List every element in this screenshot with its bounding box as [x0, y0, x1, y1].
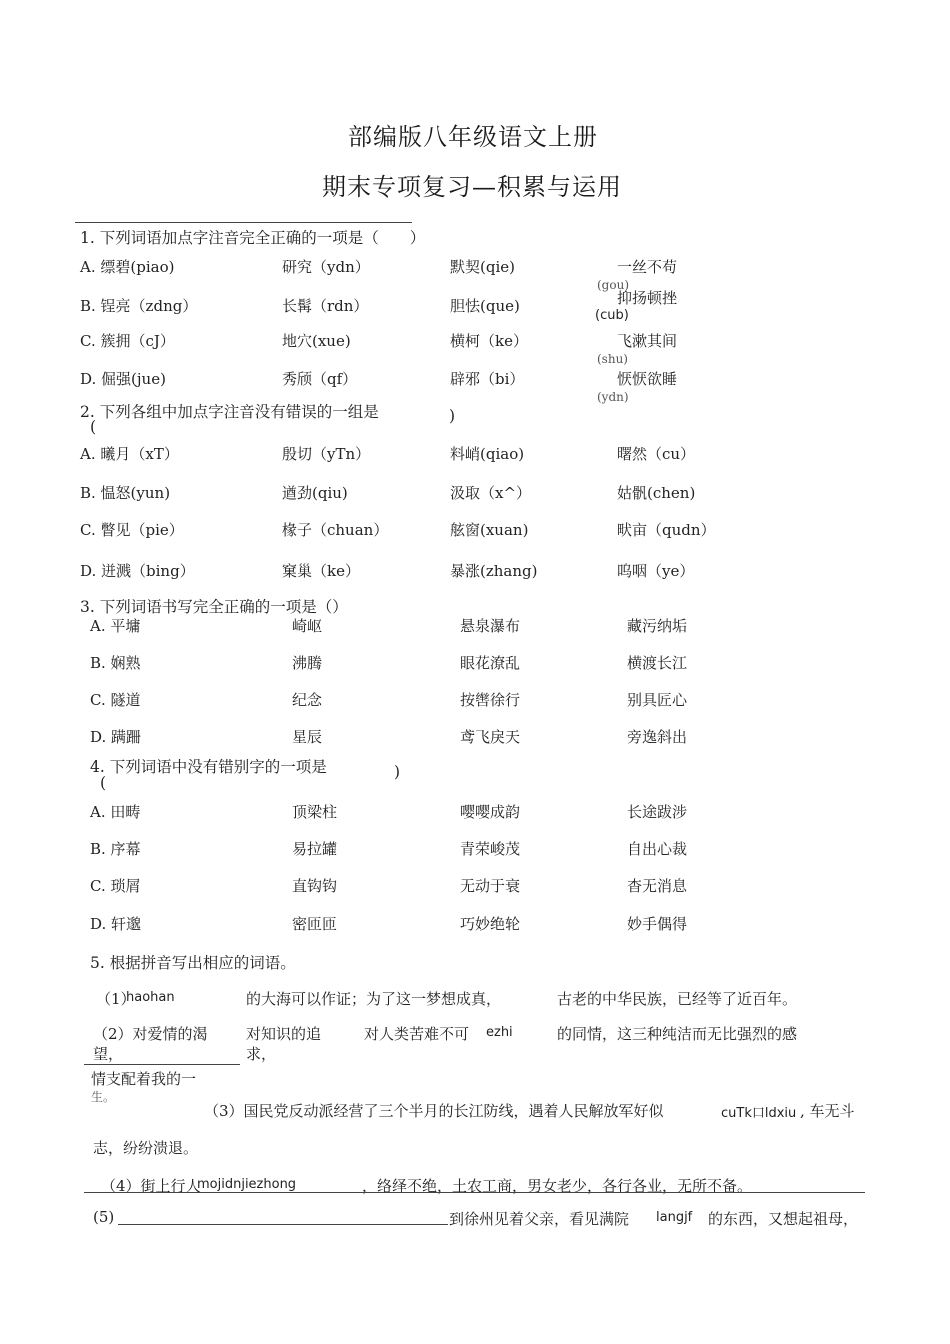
- q1-c-2: 地穴(xue): [282, 332, 351, 350]
- q5-s3-text-b: , 车无斗: [800, 1102, 855, 1120]
- q5-s2-rule: [84, 1064, 240, 1065]
- q2-b-4: 姑骪(chen): [617, 484, 696, 502]
- q2-d-2: 窠巢（ke）: [282, 562, 360, 580]
- q5-s1-num: （1）: [96, 990, 136, 1008]
- q5-s3-pinyin: cuTk口ldxiu: [721, 1106, 797, 1121]
- q2-paren-right: ): [449, 407, 456, 425]
- q3-a-2: 崎岖: [292, 617, 323, 635]
- q4-stem: 4. 下列词语中没有错别字的一项是: [90, 758, 327, 776]
- q2-a-4: 曙然（cu）: [617, 445, 696, 463]
- q2-d-4: 呜咽（ye）: [617, 562, 695, 580]
- q5-s2-text-c: 的同情，这三种纯洁而无比强烈的感: [557, 1025, 798, 1043]
- q2-c-4: 畎亩（qudn）: [617, 521, 716, 539]
- q5-s5-num: (5): [93, 1208, 115, 1226]
- q5-s2-text-a: 对知识的追: [246, 1025, 322, 1043]
- q4-b-3: 青荣峻茂: [460, 840, 521, 858]
- title-secondary: 期末专项复习—积累与运用: [322, 173, 622, 201]
- q4-c-3: 无动于衰: [460, 877, 521, 895]
- q5-s2-pinyin: ezhi: [486, 1025, 513, 1040]
- q3-c-4: 别具匠心: [627, 691, 688, 709]
- q5-s1-text-b: 古老的中华民族，已经等了近百年。: [557, 990, 798, 1008]
- q5-s1-text-a: 的大海可以作证；为了这一梦想成真，: [246, 990, 502, 1008]
- q5-s2-text-a2: 求，: [246, 1045, 277, 1063]
- q3-c-1: C. 隧道: [90, 691, 141, 709]
- q4-a-4: 长途跋涉: [627, 803, 688, 821]
- q4-d-2: 密匝匝: [292, 915, 338, 933]
- q1-d-4-pinyin: (ydn): [597, 390, 629, 404]
- q2-stem: 2. 下列各组中加点字注音没有错误的一组是: [80, 403, 379, 421]
- q5-s4-text-b: ，络绎不绝，土农工商，男女老少，各行各业，无所不备。: [362, 1177, 753, 1195]
- q3-c-3: 按辔徐行: [460, 691, 521, 709]
- q1-d-3: 辟邪（bi）: [450, 370, 525, 388]
- q2-a-1: A. 曦月（xT）: [80, 445, 179, 463]
- q5-s1-pinyin: haohan: [126, 990, 175, 1005]
- q5-s5-pinyin: langjf: [656, 1210, 693, 1225]
- q5-s3-text-c: 志，纷纷溃退。: [93, 1139, 199, 1157]
- q4-c-2: 直钩钩: [292, 877, 338, 895]
- q5-s5-text-a: 到徐州见着父亲，看见满院: [449, 1210, 630, 1228]
- q3-d-3: 鸢飞戾天: [460, 728, 521, 746]
- q4-b-1: B. 序幕: [90, 840, 141, 858]
- q2-c-2: 椽子（chuan）: [282, 521, 389, 539]
- q1-a-4-pinyin: (gou): [597, 278, 629, 292]
- q2-b-1: B. 愠怒(yun): [80, 484, 171, 502]
- q5-s4-rule: [84, 1192, 865, 1193]
- q5-s4-pinyin: mojidnjiezhong: [197, 1177, 297, 1192]
- q4-c-4: 杳无消息: [627, 877, 688, 895]
- q1-c-4-pinyin: (shu): [597, 352, 628, 366]
- q3-d-4: 旁逸斜出: [627, 728, 688, 746]
- q1-b-3: 胆怯(que): [450, 297, 520, 315]
- q4-a-1: A. 田畴: [90, 803, 141, 821]
- q5-s2-num: （2）对爱情的渴: [93, 1025, 208, 1043]
- q4-d-4: 妙手偶得: [627, 915, 688, 933]
- q2-b-3: 汲取（x^）: [450, 484, 532, 502]
- q4-a-3: 嘤嘤成韵: [460, 803, 521, 821]
- q4-d-3: 巧妙绝轮: [460, 915, 521, 933]
- q2-d-3: 暴涨(zhang): [450, 562, 538, 580]
- q3-d-2: 星辰: [292, 728, 323, 746]
- q1-c-1: C. 簇拥（cJ）: [80, 332, 175, 350]
- q5-s3-text-a: （3）国民党反动派经营了三个半月的长江防线，遇着人民解放军好似: [204, 1102, 664, 1120]
- q5-s2-text-e: 生。: [91, 1090, 116, 1104]
- q2-a-3: 料峭(qiao): [450, 445, 525, 463]
- q1-a-2: 研究（ydn）: [282, 258, 370, 276]
- q4-d-1: D. 轩邈: [90, 915, 142, 933]
- q5-s5-text-b: 的东西，又想起祖母，: [708, 1210, 859, 1228]
- q5-s5-blank: [118, 1224, 448, 1225]
- q1-d-4: 恹恹欲睡: [617, 370, 678, 388]
- q1-stem: 1. 下列词语加点字注音完全正确的一项是（ ）: [80, 229, 426, 247]
- q4-b-4: 自出心裁: [627, 840, 688, 858]
- q3-b-4: 横渡长江: [627, 654, 688, 672]
- q3-d-1: D. 蹒跚: [90, 728, 142, 746]
- title-primary: 部编版八年级语文上册: [348, 123, 598, 151]
- q2-c-1: C. 瞥见（pie）: [80, 521, 184, 539]
- q1-b-4: 抑扬顿挫: [617, 289, 678, 307]
- q1-c-4: 飞漱其间: [617, 332, 678, 350]
- q1-a-3: 默契(qie): [450, 258, 515, 276]
- q1-a-4: 一丝不苟: [617, 258, 678, 276]
- q3-b-3: 眼花潦乱: [460, 654, 521, 672]
- q2-c-3: 舷窗(xuan): [450, 521, 529, 539]
- q3-stem: 3. 下列词语书写完全正确的一项是（）: [80, 598, 348, 616]
- q3-a-3: 悬泉瀑布: [460, 617, 521, 635]
- q4-paren-left: (: [100, 774, 107, 792]
- q1-d-1: D. 倔强(jue): [80, 370, 166, 388]
- q4-a-2: 顶梁柱: [292, 803, 338, 821]
- q1-b-4-pinyin: (cub): [595, 308, 629, 323]
- q3-a-4: 藏污纳垢: [627, 617, 688, 635]
- q3-b-1: B. 娴熟: [90, 654, 141, 672]
- divider: [75, 222, 412, 223]
- q1-b-2: 长髯（rdn）: [282, 297, 369, 315]
- q1-a-1: A. 缥碧(piao): [80, 258, 175, 276]
- q2-d-1: D. 迸溅（bing）: [80, 562, 195, 580]
- q2-b-2: 遒劲(qiu): [282, 484, 348, 502]
- q4-c-1: C. 琐屑: [90, 877, 141, 895]
- q2-a-2: 殷切（yTn）: [282, 445, 371, 463]
- q3-a-1: A. 平墉: [90, 617, 141, 635]
- q5-stem: 5. 根据拼音写出相应的词语。: [90, 954, 296, 972]
- q1-d-2: 秀颀（qf）: [282, 370, 358, 388]
- q5-s2-text-d: 情支配着我的一: [91, 1070, 197, 1088]
- q1-b-1: B. 锃亮（zdng）: [80, 297, 198, 315]
- q4-b-2: 易拉罐: [292, 840, 338, 858]
- q3-b-2: 沸腾: [292, 654, 323, 672]
- q4-paren-right: ): [394, 763, 401, 781]
- q3-c-2: 纪念: [292, 691, 323, 709]
- q5-s4-text-a: （4）街上行人: [101, 1177, 201, 1195]
- q5-s2-num-2: 望，: [93, 1045, 124, 1063]
- q1-c-3: 横柯（ke）: [450, 332, 528, 350]
- q2-paren-left: (: [90, 418, 97, 436]
- q5-s2-text-b: 对人类苦难不可: [364, 1025, 470, 1043]
